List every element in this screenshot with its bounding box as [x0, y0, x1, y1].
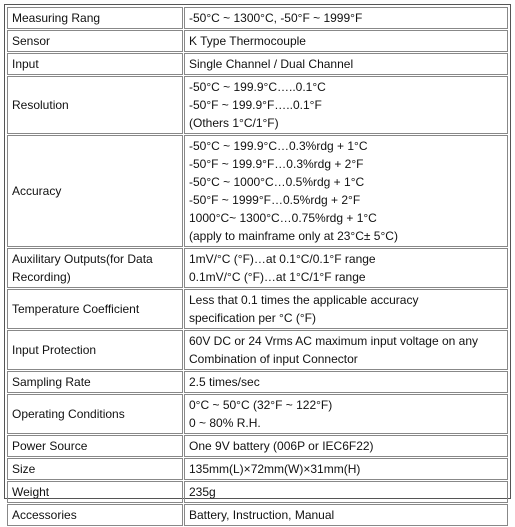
spec-row	[7, 504, 508, 526]
spec-value-line: -50°C ~ 1000°C…0.5%rdg + 1°C	[189, 175, 365, 189]
spec-value	[184, 289, 508, 329]
spec-value-line: 1mV/°C (°F)…at 0.1°C/0.1°F range	[189, 252, 376, 266]
spec-value-line: Less that 0.1 times the applicable accuracy	[189, 293, 419, 307]
spec-value-line: One 9V battery (006P or IEC6F22)	[189, 439, 374, 453]
spec-value	[184, 248, 508, 288]
spec-row	[7, 53, 508, 75]
spec-label: Power Source	[7, 435, 183, 457]
spec-value	[184, 135, 508, 247]
spec-label: Measuring Rang	[7, 7, 183, 29]
spec-value	[184, 458, 508, 480]
spec-value	[184, 481, 508, 503]
spec-table	[6, 6, 509, 527]
spec-label: Auxilitary Outputs(for Data Recording)	[7, 248, 183, 288]
spec-value-line: 0 ~ 80% R.H.	[189, 416, 261, 430]
spec-value	[184, 53, 508, 75]
spec-label: Input	[7, 53, 183, 75]
spec-label: Sensor	[7, 30, 183, 52]
spec-value-line: (apply to mainframe only at 23°C± 5°C)	[189, 229, 398, 243]
spec-value	[184, 30, 508, 52]
spec-value-line: K Type Thermocouple	[189, 34, 306, 48]
spec-value-line: Battery, Instruction, Manual	[189, 508, 335, 522]
spec-value	[184, 7, 508, 29]
spec-label: Resolution	[7, 76, 183, 134]
spec-value	[184, 394, 508, 434]
spec-row	[7, 458, 508, 480]
spec-value-line: -50°C ~ 1300°C, -50°F ~ 1999°F	[189, 11, 363, 25]
spec-label: Operating Conditions	[7, 394, 183, 434]
spec-row	[7, 371, 508, 393]
spec-table-body	[7, 7, 508, 526]
spec-label: Size	[7, 458, 183, 480]
spec-value-line: -50°C ~ 199.9°C…..0.1°C	[189, 80, 326, 94]
spec-value-line: -50°C ~ 199.9°C…0.3%rdg + 1°C	[189, 139, 368, 153]
spec-value-line: -50°F ~ 199.9°F…..0.1°F	[189, 98, 322, 112]
spec-row	[7, 7, 508, 29]
spec-value	[184, 371, 508, 393]
spec-value-line: 2.5 times/sec	[189, 375, 260, 389]
spec-label: Accessories	[7, 504, 183, 526]
spec-value-line: (Others 1°C/1°F)	[189, 116, 279, 130]
spec-value-line: -50°F ~ 199.9°F…0.3%rdg + 2°F	[189, 157, 364, 171]
spec-value-line: 60V DC or 24 Vrms AC maximum input voltage on any	[189, 334, 479, 348]
spec-value-line: 235g	[189, 485, 216, 499]
spec-row	[7, 481, 508, 503]
spec-value	[184, 435, 508, 457]
spec-label: Accuracy	[7, 135, 183, 247]
spec-row	[7, 248, 508, 288]
spec-value	[184, 330, 508, 370]
spec-row	[7, 30, 508, 52]
spec-label: Input Protection	[7, 330, 183, 370]
spec-row	[7, 330, 508, 370]
spec-row	[7, 76, 508, 134]
spec-value	[184, 76, 508, 134]
spec-row	[7, 289, 508, 329]
spec-value-line: 0.1mV/°C (°F)…at 1°C/1°F range	[189, 270, 366, 284]
spec-value-line: specification per °C (°F)	[189, 311, 316, 325]
spec-row	[7, 394, 508, 434]
spec-row	[7, 135, 508, 247]
spec-table-frame	[4, 4, 511, 522]
spec-label: Sampling Rate	[7, 371, 183, 393]
spec-row	[7, 435, 508, 457]
spec-value-line: 0°C ~ 50°C (32°F ~ 122°F)	[189, 398, 333, 412]
spec-value-line: 1000°C~ 1300°C…0.75%rdg + 1°C	[189, 211, 377, 225]
spec-value-line: -50°F ~ 1999°F…0.5%rdg + 2°F	[189, 193, 361, 207]
spec-label: Temperature Coefficient	[7, 289, 183, 329]
spec-value-line: Single Channel / Dual Channel	[189, 57, 354, 71]
spec-value-line: 135mm(L)×72mm(W)×31mm(H)	[189, 462, 361, 476]
spec-value-line: Combination of input Connector	[189, 352, 358, 366]
spec-label: Weight	[7, 481, 183, 503]
spec-value	[184, 504, 508, 526]
